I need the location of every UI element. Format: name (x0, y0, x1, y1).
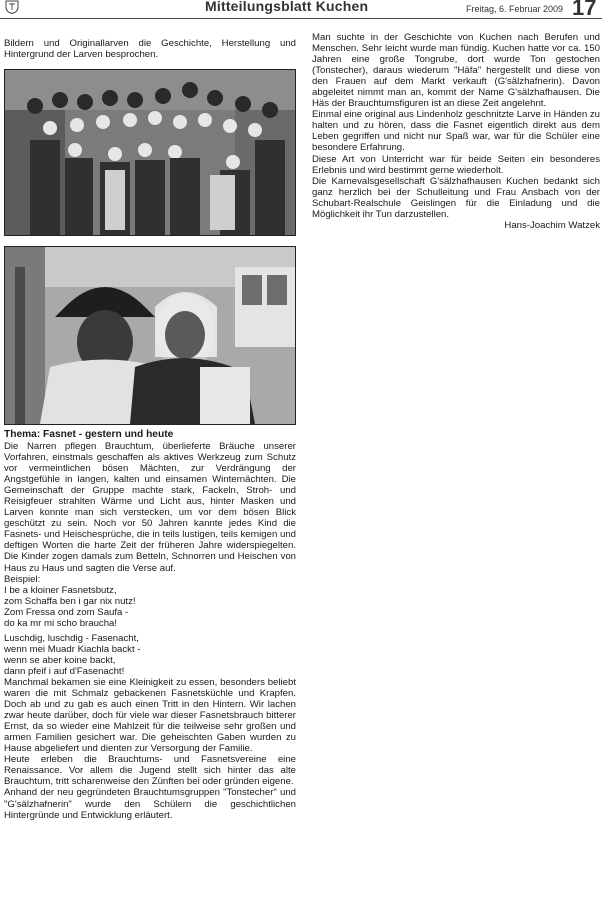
author-signature: Hans-Joachim Watzek (504, 219, 600, 231)
example-label: Beispiel: (4, 573, 41, 585)
poem-line: Zom Fressa ond zom Saufa - (4, 606, 129, 618)
article-paragraph: Die Narren pflegen Brauchtum, überlieferte Bräuche unserer Vorfahren, einstmals geschaffen als aktives Werkzeug zum Schutz vor vermeintlichen bösen Mächten, zur Verdrängung der Angstgefühle in langen, kalten und einsamen Winternächten. Die Gemeinschaft der Gruppe machte stark, Fackeln, Stroh- und Reisigfeuer strahlten Wärme und Licht aus, hinter Masken und Larven konnte man sich verstecken, um vor dem bösen Blick geschützt zu sein. Noch vor 50 Jahren kannte jedes Kind die Fasnets- und Heischesprüche, die in teils lustigen, teils kernigen und deftigen Worten die harte Zeit der früheren Jahre widerspiegelten. Die Kinder zogen damals zum Betteln, Schnorren und Heischen von Haus zu Haus und sagten die Verse auf. (4, 441, 296, 574)
article-paragraph: Die Karnevalsgesellschaft G'sälzhafhausen Kuchen bedankt sich ganz herzlich bei der Schulleitung und Frau Ansbach von der Schubart-Realschule Geislingen für die Einladung und die Möglichkeit ihr Tun darzustellen. (312, 175, 600, 220)
article-fasnet (4, 429, 296, 821)
poem-1 (4, 585, 296, 629)
page-number: 17 (572, 0, 597, 20)
poem-line: dann pfeif i auf d'Fasenacht! (4, 665, 125, 677)
poem-line: I be a kloiner Fasnetsbutz, (4, 584, 117, 596)
poem-line: wenn mei Muadr Kiachla backt - (4, 643, 141, 655)
issue-date: Freitag, 6. Februar 2009 (466, 4, 564, 14)
right-column (312, 32, 600, 231)
article-title: Thema: Fasnet - gestern und heute (4, 429, 174, 440)
group-photo (4, 69, 296, 236)
newsletter-title: Mitteilungsblatt Kuchen (205, 0, 369, 14)
poem-line: wenn se aber koine backt, (4, 654, 116, 666)
poem-2 (4, 633, 296, 677)
article-paragraph: Manchmal bekamen sie eine Kleinigkeit zu essen, besonders beliebt waren die mit Schmalz gebackenen Fasnetsküchle und Krapfen. Doch ab und zu gab es auch einen Tritt in den Hintern. Wir lachen zwar heute darüber, doch für viele war dieser Fasnetsbrauch bitterer Ernst, da so wieder eine Mahlzeit für die teilweise sehr großen und armen Familien gesichert war. Die geheischten Gaben wurden zu Hause abgeliefert und dienten zur Versorgung der Familie. (4, 676, 296, 755)
article-paragraph: Diese Art von Unterricht war für beide Seiten ein besonderes Erlebnis und wird bestimmt gerne wiederholt. (312, 153, 600, 176)
article-paragraph: Anhand der neu gegründeten Brauchtumsgruppen "Tonstecher" und "G'sälzhafnerin" wurde den Schülern die geschichtlichen Hintergründe und Entwicklung erläutert. (4, 787, 296, 821)
page-header (0, 0, 602, 19)
municipal-crest-icon (4, 0, 20, 14)
poem-line: do ka mr mi scho braucha! (4, 617, 118, 629)
masked-figures-photo (4, 246, 296, 425)
poem-line: zom Schaffa ben i gar nix nutz! (4, 595, 136, 607)
article-paragraph: Man suchte in der Geschichte von Kuchen nach Berufen und Menschen. Sehr leicht wurde man fündig. Kuchen hatte vor ca. 150 Jahren eine große Tongrube, dort wurde Ton gestochen (Tonstecher), daraus wiederum "Häfa" hergestellt und diese von den Frauen auf dem Markt verkauft (G'sälzhafnerin). Davon abgeleitet nimmt man an, kommt der Name G'sälzhafhausen. Die Häs der Brauchtumsfiguren ist an diese Zeit angelehnt. (312, 32, 600, 110)
article-paragraph: Einmal eine original aus Lindenholz geschnitzte Larve in Händen zu halten und zu hören, dass die Fasnet eigentlich direkt aus dem Leben gegriffen und nicht nur Spaß war, war für die Schüler eine besondere Erfahrung. (312, 109, 600, 154)
intro-paragraph: Bildern und Originallarven die Geschichte, Herstellung und Hintergrund der Larven besprochen. (4, 38, 296, 61)
poem-line: Luschdig, luschdig - Fasenacht, (4, 632, 139, 644)
article-paragraph: Heute erleben die Brauchtums- und Fasnetsvereine eine Renaissance. Vor allem die Jugend stellt sich hinter das alte Brauchtum, tritt scharenweise den Zünften bei oder gründen eigene. (4, 754, 296, 788)
